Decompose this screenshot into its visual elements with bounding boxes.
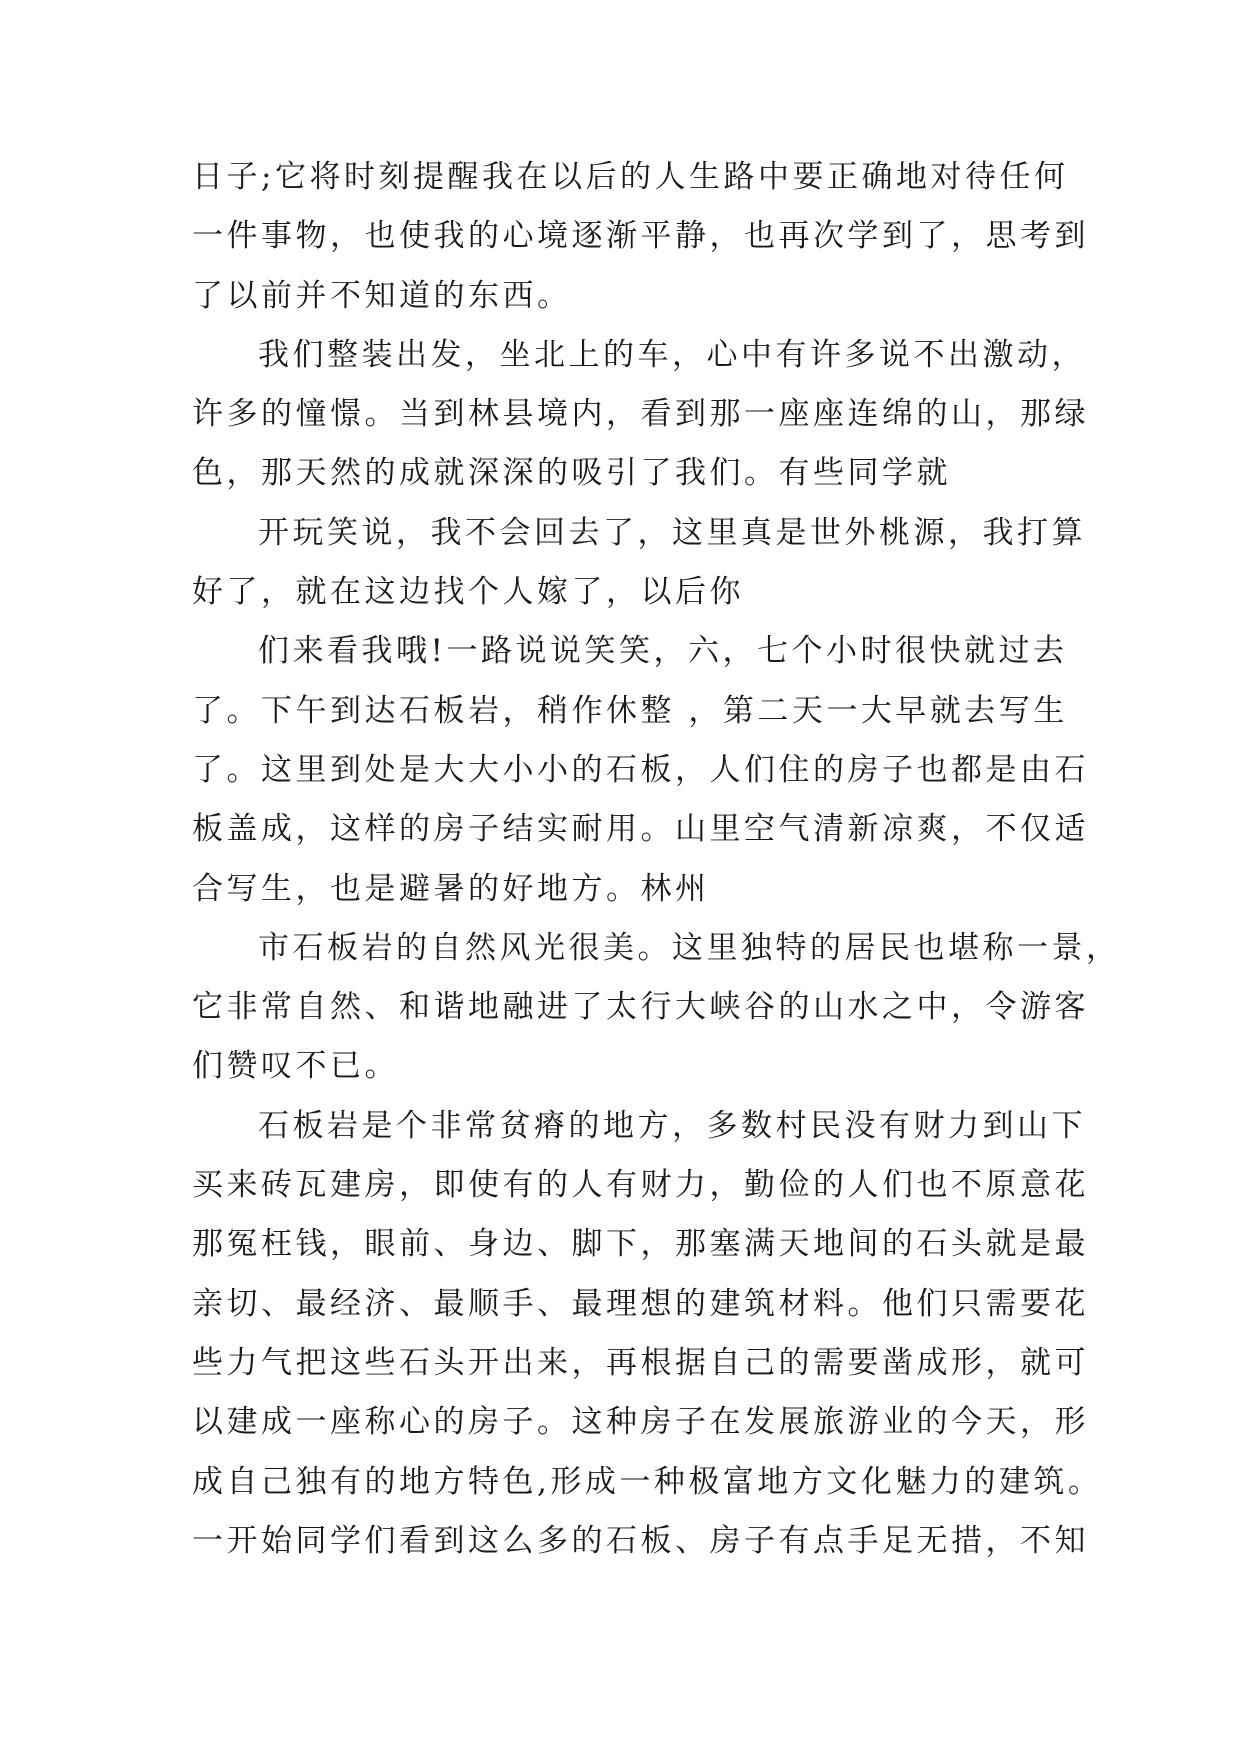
paragraph-start-line: 市石板岩的自然风光很美。这里独特的居民也堪称一景， xyxy=(258,929,1121,966)
text-line: 了。下午到达石板岩，稍作休整 ，第二天一大早就去写生 xyxy=(192,692,1068,729)
text-line: 些力气把这些石头开出来，再根据自己的需要凿成形，就可 xyxy=(192,1344,1089,1381)
paragraph-start-line: 石板岩是个非常贫瘠的地方，多数村民没有财力到山下 xyxy=(258,1107,1086,1144)
text-line: 合写生，也是避暑的好地方。林州 xyxy=(192,870,710,907)
text-line: 一开始同学们看到这么多的石板、房子有点手足无措，不知 xyxy=(192,1522,1089,1559)
text-line: 买来砖瓦建房，即使有的人有财力，勤俭的人们也不原意花 xyxy=(192,1167,1089,1204)
text-line: 它非常自然、和谐地融进了太行大峡谷的山水之中，令游客 xyxy=(192,989,1089,1026)
paragraph-start-line: 开玩笑说，我不会回去了，这里真是世外桃源，我打算 xyxy=(258,514,1086,551)
text-line: 们赞叹不已。 xyxy=(192,1048,399,1085)
text-line: 日子;它将时刻提醒我在以后的人生路中要正确地对待任何 xyxy=(192,159,1069,195)
text-line: 色，那天然的成就深深的吸引了我们。有些同学就 xyxy=(192,455,951,492)
paragraph-start-line: 我们整装出发，坐北上的车，心中有许多说不出激动， xyxy=(258,336,1086,373)
text-line: 一件事物，也使我的心境逐渐平静，也再次学到了，思考到 xyxy=(192,218,1089,255)
text-line: 许多的憧憬。当到林县境内，看到那一座座连绵的山，那绿 xyxy=(192,396,1089,433)
body-text xyxy=(192,148,1121,1571)
paragraph-start-line: 们来看我哦!一路说说笑笑，六，七个小时很快就过去 xyxy=(258,633,1068,670)
text-line: 好了，就在这边找个人嫁了，以后你 xyxy=(192,574,744,611)
text-line: 了以前并不知道的东西。 xyxy=(192,277,572,314)
text-line: 以建成一座称心的房子。这种房子在发展旅游业的今天，形 xyxy=(192,1404,1089,1441)
text-line: 板盖成，这样的房子结实耐用。山里空气清新凉爽，不仅适 xyxy=(192,811,1089,848)
text-line: 了。这里到处是大大小小的石板，人们住的房子也都是由石 xyxy=(192,751,1089,788)
text-line: 亲切、最经济、最顺手、最理想的建筑材料。他们只需要花 xyxy=(192,1285,1089,1322)
text-line: 那冤枉钱，眼前、身边、脚下，那塞满天地间的石头就是最 xyxy=(192,1226,1089,1263)
text-line: 成自己独有的地方特色,形成一种极富地方文化魅力的建筑。 xyxy=(192,1463,1103,1500)
